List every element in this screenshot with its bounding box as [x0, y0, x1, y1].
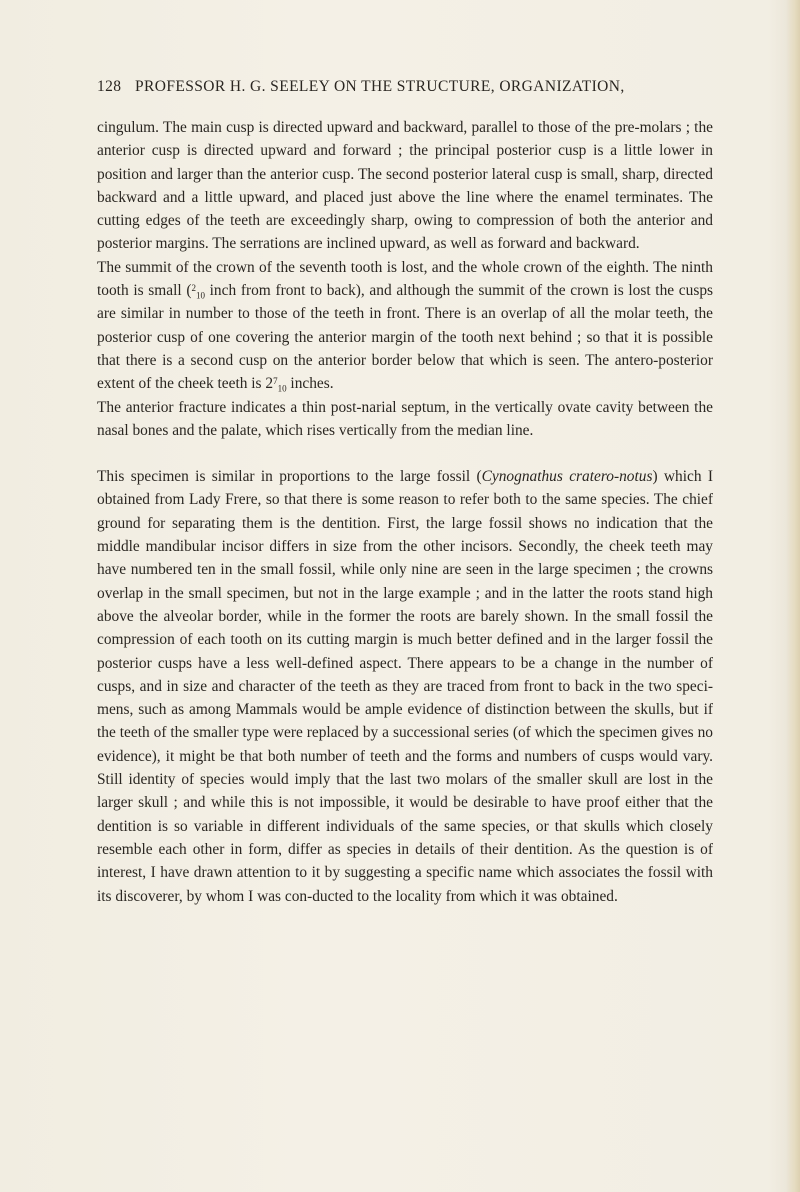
fraction-numerator: 7: [273, 375, 278, 386]
fraction-denominator: 10: [195, 290, 205, 301]
fraction: [191, 284, 205, 300]
text-run: inches.: [286, 375, 334, 393]
text-run: ) which I obtained from Lady Frere, so that there is some reason to refer both to the same species. The chief ground for separating them is the dentition. First, the large fossil shows no indication that the middle mandibular incisor differs in size from the other incisors. Secondly, the cheek teeth may have numbered ten in the small fossil, while only nine are seen in the large specimen ; the crowns overlap in the small specimen, but not in the large example ; and in the latter the roots stand high above the alveolar border, while in the former the roots are barely shown. In the small fossil the compression of each tooth on its cutting margin is much better defined and in the larger fossil the posterior cusps have a less well-defined aspect. There appears to be a change in the number of cusps, and in size and character of the teeth as they are traced from front to back in the two speci-mens, such as among Mammals would be ample evidence of distinction between the skulls, but if the teeth of the smaller type were replaced by a successional series (of which the specimen gives no evidence), it might be that both number of teeth and the forms and numbers of cusps would vary. Still identity of species would imply that the last two molars of the smaller skull are lost in the larger skull ; and while this is not impossible, it would be desirable to have proof either that the dentition is so variable in different individuals of the same species, or that skulls which closely resemble each other in form, differ as species in details of their dentition. As the question is of interest, I have drawn attention to it by suggesting a specific name which associates the fossil with its discoverer, by whom I was con-ducted to the locality from which it was obtained.: [97, 468, 713, 905]
paragraph: [97, 396, 713, 443]
fraction-numerator: 2: [191, 282, 196, 293]
text-run: This specimen is similar in proportions to the large fossil (: [97, 468, 482, 486]
fraction-denominator: 10: [277, 383, 287, 394]
running-header: [97, 78, 717, 100]
paragraph-gap: [97, 442, 713, 465]
body-text: [97, 116, 713, 908]
paragraph: [97, 256, 713, 396]
paragraph: [97, 116, 713, 256]
page-number: 128: [97, 78, 122, 95]
text-run: The summit of the crown of the seventh tooth is lost, and the whole crown of the eighth. The ninth tooth is small (: [97, 258, 713, 300]
text-run: The anterior fracture indicates a thin post-narial septum, in the vertically ovate cavity between the nasal bones and the palate, which rises vertically from the median line.: [97, 398, 713, 439]
paragraph: [97, 465, 713, 908]
fraction: [273, 377, 287, 393]
running-head-title: PROFESSOR H. G. SEELEY ON THE STRUCTURE, ORGANIZATION,: [135, 78, 625, 95]
text-run: cingulum. The main cusp is directed upward and backward, parallel to those of the pre-molars ; the anterior cusp is directed upward and forward ; the principal posterior cusp is a little lower in position and larger than the anterior cusp. The second posterior lateral cusp is small, sharp, directed backward and a little upward, and placed just above the line where the enamel terminates. The cutting edges of the teeth are exceedingly sharp, owing to compression of both the anterior and posterior margins. The serrations are inclined upward, as well as forward and backward.: [97, 119, 713, 253]
species-name: Cynognathus cratero-notus: [481, 468, 653, 486]
page-edge-shadow: [786, 0, 800, 1192]
text-run: inch from front to back), and although the summit of the crown is lost the cusps are similar in number to those of the teeth in front. There is an overlap of all the molar teeth, the posterior cusp of one covering the anterior margin of the tooth next behind ; so that it is possible that there is a second cusp on the anterior border below that which is seen. The antero-posterior extent of the cheek teeth is 2: [97, 282, 713, 393]
